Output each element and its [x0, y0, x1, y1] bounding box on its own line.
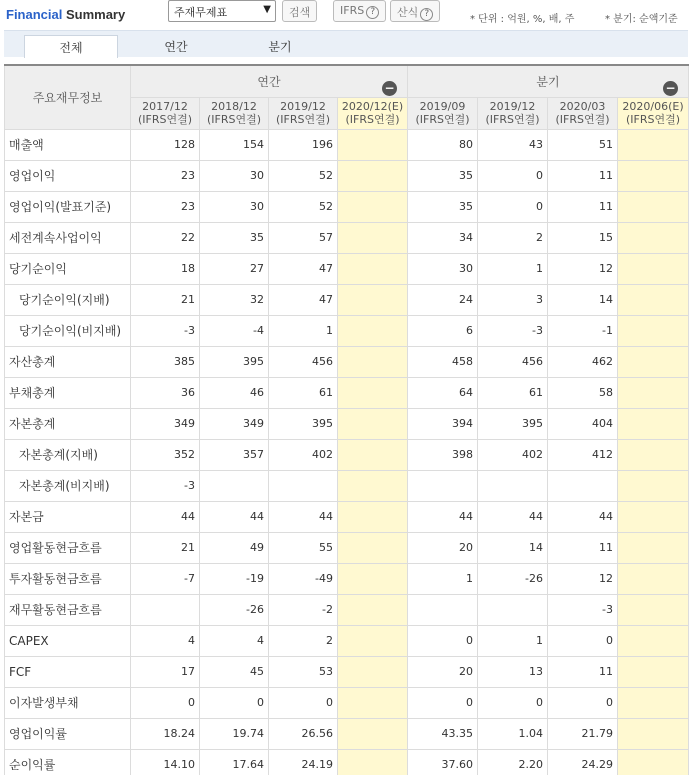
- value-cell: 35: [408, 160, 478, 191]
- period-label: 2019/12: [280, 100, 326, 113]
- table-row: [5, 625, 689, 656]
- chevron-down-icon: ▼: [263, 4, 271, 15]
- period-column-header: [200, 97, 269, 129]
- value-cell: [200, 470, 269, 501]
- value-cell: 20: [408, 532, 478, 563]
- value-cell: 17: [131, 656, 200, 687]
- page-title-part2: Summary: [62, 7, 126, 22]
- table-row: [5, 749, 689, 775]
- value-cell: [338, 253, 408, 284]
- value-cell: [338, 284, 408, 315]
- tab-quarterly[interactable]: 분기: [268, 40, 292, 54]
- value-cell: 4: [200, 625, 269, 656]
- value-cell: 14: [548, 284, 618, 315]
- value-cell: 14: [478, 532, 548, 563]
- formula-label: 산식: [397, 6, 419, 19]
- value-cell: 0: [478, 687, 548, 718]
- value-cell: 32: [200, 284, 269, 315]
- value-cell: -26: [200, 594, 269, 625]
- value-cell: [338, 346, 408, 377]
- period-basis: (IFRS연결): [625, 113, 681, 126]
- value-cell: [618, 718, 689, 749]
- value-cell: 44: [408, 501, 478, 532]
- value-cell: 52: [269, 191, 338, 222]
- value-cell: 394: [408, 408, 478, 439]
- value-cell: 21: [131, 284, 200, 315]
- row-label: 부채총계: [5, 377, 131, 408]
- value-cell: 46: [200, 377, 269, 408]
- period-basis: (IFRS연결): [415, 113, 470, 126]
- row-label: 매출액: [5, 129, 131, 160]
- value-cell: [478, 470, 548, 501]
- period-label: 2020/03: [559, 100, 606, 113]
- value-cell: -7: [131, 563, 200, 594]
- value-cell: [618, 191, 689, 222]
- value-cell: 30: [200, 160, 269, 191]
- value-cell: 57: [269, 222, 338, 253]
- value-cell: 51: [548, 129, 618, 160]
- row-label: 재무활동현금흐름: [5, 594, 131, 625]
- value-cell: [338, 439, 408, 470]
- value-cell: [338, 315, 408, 346]
- table-row: [5, 594, 689, 625]
- value-cell: 4: [131, 625, 200, 656]
- value-cell: [408, 470, 478, 501]
- value-cell: 35: [408, 191, 478, 222]
- period-column-header: [131, 97, 200, 129]
- value-cell: 21: [131, 532, 200, 563]
- period-column-header: [269, 97, 338, 129]
- value-cell: 398: [408, 439, 478, 470]
- value-cell: 24: [408, 284, 478, 315]
- value-cell: [618, 563, 689, 594]
- value-cell: 462: [548, 346, 618, 377]
- value-cell: 23: [131, 191, 200, 222]
- table-row: [5, 656, 689, 687]
- table-row: [5, 563, 689, 594]
- value-cell: 30: [200, 191, 269, 222]
- row-header: 주요재무정보: [5, 65, 131, 129]
- statement-type-select[interactable]: [168, 0, 276, 22]
- summary-header: [0, 0, 692, 30]
- value-cell: 64: [408, 377, 478, 408]
- table-row: [5, 346, 689, 377]
- table-row: [5, 501, 689, 532]
- value-cell: 402: [269, 439, 338, 470]
- value-cell: [338, 532, 408, 563]
- value-cell: 154: [200, 129, 269, 160]
- period-column-header: [548, 97, 618, 129]
- value-cell: -4: [200, 315, 269, 346]
- value-cell: 45: [200, 656, 269, 687]
- ifrs-help-button[interactable]: [333, 0, 386, 22]
- value-cell: [338, 718, 408, 749]
- value-cell: 44: [200, 501, 269, 532]
- value-cell: 55: [269, 532, 338, 563]
- value-cell: [338, 408, 408, 439]
- value-cell: 44: [131, 501, 200, 532]
- table-row: [5, 470, 689, 501]
- value-cell: 458: [408, 346, 478, 377]
- value-cell: [618, 749, 689, 775]
- value-cell: [408, 594, 478, 625]
- value-cell: 2.20: [478, 749, 548, 775]
- value-cell: [618, 253, 689, 284]
- period-label: 2019/12: [489, 100, 536, 113]
- value-cell: 11: [548, 532, 618, 563]
- row-label: 당기순이익(지배): [5, 284, 131, 315]
- value-cell: 128: [131, 129, 200, 160]
- annual-group-label: 연간: [257, 74, 281, 89]
- period-column-header: [478, 97, 548, 129]
- value-cell: 43.35: [408, 718, 478, 749]
- value-cell: 402: [478, 439, 548, 470]
- financial-summary-table: [4, 64, 689, 775]
- value-cell: 349: [131, 408, 200, 439]
- value-cell: 385: [131, 346, 200, 377]
- value-cell: 352: [131, 439, 200, 470]
- period-label: 2017/12: [142, 100, 188, 113]
- period-label: 2020/12(E): [341, 100, 404, 113]
- value-cell: 196: [269, 129, 338, 160]
- value-cell: 2: [478, 222, 548, 253]
- row-label: 당기순이익: [5, 253, 131, 284]
- value-cell: 12: [548, 253, 618, 284]
- formula-help-button[interactable]: [390, 0, 440, 22]
- value-cell: 19.74: [200, 718, 269, 749]
- row-label: 자본금: [5, 501, 131, 532]
- value-cell: 1: [269, 315, 338, 346]
- value-cell: [338, 594, 408, 625]
- value-cell: 24.29: [548, 749, 618, 775]
- row-label: CAPEX: [5, 625, 131, 656]
- value-cell: 43: [478, 129, 548, 160]
- value-cell: [478, 594, 548, 625]
- value-cell: 0: [548, 687, 618, 718]
- search-button[interactable]: [282, 0, 317, 22]
- value-cell: -3: [131, 315, 200, 346]
- table-row: [5, 129, 689, 160]
- value-cell: 47: [269, 284, 338, 315]
- value-cell: 27: [200, 253, 269, 284]
- period-column-header: [618, 97, 689, 129]
- value-cell: [338, 191, 408, 222]
- row-label: FCF: [5, 656, 131, 687]
- ifrs-label: IFRS: [340, 4, 365, 17]
- period-label: 2019/09: [419, 100, 466, 113]
- value-cell: 44: [548, 501, 618, 532]
- tab-annual[interactable]: 연간: [164, 40, 188, 54]
- value-cell: 0: [269, 687, 338, 718]
- table-row: [5, 718, 689, 749]
- quarter-group-label: 분기: [536, 74, 560, 89]
- table-row: [5, 253, 689, 284]
- value-cell: [618, 470, 689, 501]
- annual-group-header: [131, 65, 408, 97]
- tab-all[interactable]: 전체: [24, 35, 118, 58]
- value-cell: 0: [200, 687, 269, 718]
- row-label: 순이익률: [5, 749, 131, 775]
- period-basis: (IFRS연결): [206, 113, 262, 126]
- value-cell: 11: [548, 191, 618, 222]
- period-column-header: [338, 97, 408, 129]
- value-cell: 18.24: [131, 718, 200, 749]
- value-cell: 47: [269, 253, 338, 284]
- period-column-header: [408, 97, 478, 129]
- value-cell: [269, 470, 338, 501]
- value-cell: 0: [548, 625, 618, 656]
- value-cell: 395: [269, 408, 338, 439]
- value-cell: [618, 408, 689, 439]
- value-cell: 1: [478, 625, 548, 656]
- value-cell: 404: [548, 408, 618, 439]
- page-title-part1: Financial: [6, 7, 63, 22]
- table-row: [5, 315, 689, 346]
- row-label: 자본총계(비지배): [5, 470, 131, 501]
- value-cell: 34: [408, 222, 478, 253]
- period-basis: (IFRS연결): [137, 113, 193, 126]
- row-label: 영업활동현금흐름: [5, 532, 131, 563]
- value-cell: 30: [408, 253, 478, 284]
- value-cell: [338, 656, 408, 687]
- value-cell: [618, 160, 689, 191]
- table-row: [5, 408, 689, 439]
- row-label: 자본총계: [5, 408, 131, 439]
- value-cell: 53: [269, 656, 338, 687]
- value-cell: -1: [548, 315, 618, 346]
- period-label: 2018/12: [211, 100, 257, 113]
- table-row: [5, 532, 689, 563]
- period-label: 2020/06(E): [622, 100, 684, 113]
- value-cell: 11: [548, 656, 618, 687]
- value-cell: [338, 749, 408, 775]
- view-tabs: [4, 30, 688, 57]
- row-label: 영업이익률: [5, 718, 131, 749]
- value-cell: 21.79: [548, 718, 618, 749]
- value-cell: 26.56: [269, 718, 338, 749]
- value-cell: -3: [131, 470, 200, 501]
- quarter-group-header: [408, 65, 689, 97]
- value-cell: 80: [408, 129, 478, 160]
- help-icon: ?: [366, 6, 379, 19]
- value-cell: 15: [548, 222, 618, 253]
- value-cell: 357: [200, 439, 269, 470]
- value-cell: [618, 377, 689, 408]
- value-cell: [618, 656, 689, 687]
- value-cell: [618, 532, 689, 563]
- page-title: [6, 7, 125, 22]
- value-cell: 52: [269, 160, 338, 191]
- value-cell: 11: [548, 160, 618, 191]
- value-cell: [338, 687, 408, 718]
- value-cell: 0: [131, 687, 200, 718]
- period-basis-note: * 분기: 순액기준: [605, 14, 678, 25]
- value-cell: [338, 377, 408, 408]
- value-cell: 44: [269, 501, 338, 532]
- value-cell: 37.60: [408, 749, 478, 775]
- value-cell: 1.04: [478, 718, 548, 749]
- value-cell: 12: [548, 563, 618, 594]
- table-body: [5, 129, 689, 775]
- value-cell: [338, 625, 408, 656]
- value-cell: 0: [408, 625, 478, 656]
- value-cell: 3: [478, 284, 548, 315]
- value-cell: 1: [478, 253, 548, 284]
- value-cell: 35: [200, 222, 269, 253]
- value-cell: [338, 563, 408, 594]
- value-cell: [618, 222, 689, 253]
- value-cell: [338, 160, 408, 191]
- value-cell: [618, 594, 689, 625]
- value-cell: 17.64: [200, 749, 269, 775]
- value-cell: [618, 284, 689, 315]
- value-cell: 18: [131, 253, 200, 284]
- value-cell: [618, 687, 689, 718]
- value-cell: [131, 594, 200, 625]
- value-cell: 36: [131, 377, 200, 408]
- table-row: [5, 160, 689, 191]
- value-cell: 456: [478, 346, 548, 377]
- value-cell: 456: [269, 346, 338, 377]
- period-basis: (IFRS연결): [275, 113, 331, 126]
- table-row: [5, 439, 689, 470]
- table-row: [5, 191, 689, 222]
- period-basis: (IFRS연결): [555, 113, 610, 126]
- period-basis: (IFRS연결): [485, 113, 540, 126]
- value-cell: [618, 625, 689, 656]
- row-label: 자본총계(지배): [5, 439, 131, 470]
- value-cell: 14.10: [131, 749, 200, 775]
- value-cell: 0: [408, 687, 478, 718]
- value-cell: 23: [131, 160, 200, 191]
- value-cell: -3: [478, 315, 548, 346]
- value-cell: [618, 439, 689, 470]
- value-cell: [338, 129, 408, 160]
- value-cell: 395: [478, 408, 548, 439]
- table-row: [5, 222, 689, 253]
- row-label: 이자발생부채: [5, 687, 131, 718]
- value-cell: 49: [200, 532, 269, 563]
- row-label: 당기순이익(비지배): [5, 315, 131, 346]
- row-label: 영업이익: [5, 160, 131, 191]
- value-cell: 0: [478, 191, 548, 222]
- value-cell: [618, 129, 689, 160]
- period-basis: (IFRS연결): [345, 113, 400, 126]
- value-cell: -49: [269, 563, 338, 594]
- value-cell: 20: [408, 656, 478, 687]
- value-cell: [548, 470, 618, 501]
- value-cell: 6: [408, 315, 478, 346]
- value-cell: [338, 470, 408, 501]
- value-cell: 44: [478, 501, 548, 532]
- value-cell: 412: [548, 439, 618, 470]
- value-cell: 349: [200, 408, 269, 439]
- collapse-quarter-icon[interactable]: −: [663, 81, 678, 96]
- value-cell: 0: [478, 160, 548, 191]
- value-cell: 24.19: [269, 749, 338, 775]
- value-cell: 13: [478, 656, 548, 687]
- value-cell: [618, 346, 689, 377]
- row-label: 자산총계: [5, 346, 131, 377]
- value-cell: 395: [200, 346, 269, 377]
- help-icon: ?: [420, 8, 433, 21]
- table-row: [5, 377, 689, 408]
- value-cell: -19: [200, 563, 269, 594]
- row-label: 투자활동현금흐름: [5, 563, 131, 594]
- value-cell: 61: [269, 377, 338, 408]
- value-cell: [338, 222, 408, 253]
- value-cell: 58: [548, 377, 618, 408]
- table-row: [5, 687, 689, 718]
- row-label: 세전계속사업이익: [5, 222, 131, 253]
- value-cell: 22: [131, 222, 200, 253]
- row-label: 영업이익(발표기준): [5, 191, 131, 222]
- value-cell: [338, 501, 408, 532]
- table-row: [5, 284, 689, 315]
- value-cell: -2: [269, 594, 338, 625]
- value-cell: 61: [478, 377, 548, 408]
- value-cell: 1: [408, 563, 478, 594]
- search-button-label: 검색: [289, 6, 311, 19]
- value-cell: 2: [269, 625, 338, 656]
- unit-note: * 단위 : 억원, %, 배, 주: [470, 14, 575, 25]
- value-cell: [618, 315, 689, 346]
- statement-type-value: 주재무제표: [174, 6, 228, 19]
- value-cell: [618, 501, 689, 532]
- value-cell: -3: [548, 594, 618, 625]
- collapse-annual-icon[interactable]: −: [382, 81, 397, 96]
- value-cell: -26: [478, 563, 548, 594]
